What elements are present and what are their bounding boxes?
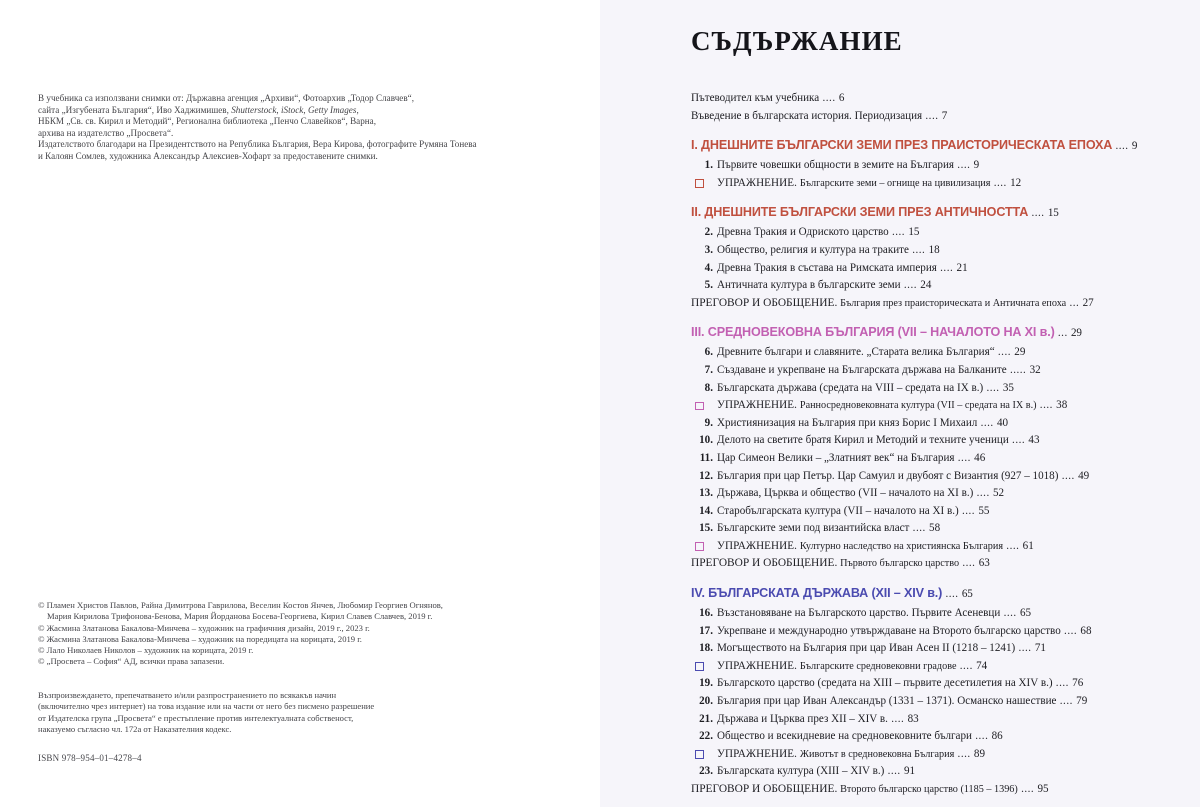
page-number: 52 <box>993 487 1005 500</box>
table-of-contents-page <box>600 0 1200 807</box>
leader-dots: .... <box>1000 607 1020 620</box>
toc-list <box>691 90 1171 799</box>
notice-line: Възпроизвеждането, препечатването и/или разпространението по всякакъв начин <box>38 690 337 700</box>
photo-credits-line: НБКМ „Св. св. Кирил и Методий“, Регионална библиотека „Пенчо Славейков“, Варна, <box>38 116 377 127</box>
toc-entry-lesson[interactable] <box>691 485 1171 503</box>
page-number: 24 <box>920 279 932 292</box>
toc-entry-title: Пътеводител към учебника <box>691 92 820 104</box>
exercise-square-icon <box>695 542 704 551</box>
leader-dots: .... <box>1008 434 1029 447</box>
toc-entry-review[interactable] <box>691 295 1171 313</box>
page-number: 89 <box>973 747 985 760</box>
toc-entry-lesson[interactable] <box>691 344 1171 362</box>
lesson-number: 8. <box>704 381 713 394</box>
leader-dots: .... <box>994 346 1015 359</box>
leader-dots: .... <box>990 176 1011 189</box>
toc-entry-lesson[interactable] <box>691 380 1171 398</box>
leader-dots: .... <box>956 659 977 672</box>
leader-dots: .... <box>983 381 1003 394</box>
toc-entry-title: Второто българско царство (1185 – 1396) <box>840 784 1018 795</box>
toc-entry-title: Културно наследство на християнска България <box>799 540 1004 552</box>
page-number: 9 <box>1131 140 1138 153</box>
copyright-line: © „Просвета – София“ АД, всички права запазени. <box>38 656 225 667</box>
toc-entry-title: България при цар Петър. Цар Самуил и двубоят с Византия (927 – 1018) <box>717 469 1059 482</box>
toc-entry-title: Цар Симеон Велики – „Златният век“ на България <box>717 451 955 464</box>
review-label: ПРЕГОВОР И ОБОБЩЕНИЕ. <box>691 557 841 570</box>
toc-entry-title: Държава, Църква и общество (VII – началото на XI в.) <box>717 487 974 500</box>
page-number: 63 <box>978 557 990 570</box>
lesson-number: 15. <box>699 522 713 535</box>
toc-section-heading[interactable] <box>691 325 1171 341</box>
page-number: 61 <box>1022 539 1034 552</box>
leader-dots: .... <box>884 765 904 778</box>
page-number: 91 <box>903 765 916 778</box>
notice-line: наказуемо съгласно чл. 172а от Наказателния кодекс. <box>38 724 232 735</box>
toc-entry-title: Българските земи – огнище на цивилизация <box>799 177 991 189</box>
photo-credits-line: В учебника са използвани снимки от: Държавна агенция „Архиви“, Фотоархив „Тодор Славчев“, <box>38 93 415 103</box>
toc-entry-lesson[interactable] <box>691 432 1171 450</box>
lesson-number: 7. <box>704 363 713 376</box>
leader-dots: .... <box>977 416 997 429</box>
toc-entry-lesson[interactable] <box>691 763 1171 781</box>
leader-dots: .... <box>1036 399 1057 412</box>
leader-dots: .... <box>936 261 957 274</box>
leader-dots: .... <box>819 92 839 104</box>
toc-entry-title: Древна Тракия в състава на Римската империя <box>717 261 937 274</box>
page-number: 76 <box>1072 677 1084 690</box>
leader-dots: .... <box>954 451 975 464</box>
toc-entry-lesson[interactable] <box>691 605 1171 623</box>
page-number: 65 <box>961 588 973 601</box>
leader-dots: .... <box>1056 695 1077 708</box>
exercise-square-icon <box>695 750 704 759</box>
toc-entry-title: Древните българи и славяните. „Старата велика България“ <box>717 346 995 359</box>
page-number: 83 <box>907 712 919 725</box>
leader-dots: .... <box>959 557 979 570</box>
toc-section-heading-text: IV. БЪЛГАРСКАТА ДЪРЖАВА (XII – XIV в.) <box>691 586 943 601</box>
page-number: 46 <box>974 451 986 464</box>
leader-dots: ... <box>1054 327 1071 340</box>
toc-entry-title: Укрепване и международно утвърждаване на Второто българско царство <box>717 624 1061 637</box>
page-number: 49 <box>1078 469 1090 482</box>
toc-entry-lesson[interactable] <box>691 260 1171 278</box>
leader-dots: ..... <box>1006 363 1030 376</box>
toc-entry-title: Първите човешки общности в земите на България <box>717 159 955 172</box>
toc-section-heading[interactable] <box>691 205 1171 221</box>
toc-entry-lesson[interactable] <box>691 675 1171 693</box>
toc-entry-lesson[interactable] <box>691 224 1171 242</box>
leader-dots: .... <box>1017 783 1038 795</box>
leader-dots: .... <box>973 487 993 500</box>
leader-dots: .... <box>900 279 921 292</box>
leader-dots: .... <box>888 226 909 239</box>
page-number: 21 <box>956 261 968 274</box>
page-number: 9 <box>973 159 980 172</box>
exercise-label: УПРАЖНЕНИЕ. <box>717 539 800 552</box>
lesson-number: 3. <box>704 243 713 256</box>
toc-entry-lesson[interactable] <box>691 728 1171 746</box>
page-number: 12 <box>1010 176 1022 189</box>
toc-entry-exercise[interactable] <box>691 397 1171 415</box>
toc-section-heading-text: III. СРЕДНОВЕКОВНА БЪЛГАРИЯ (VII – НАЧАЛОТО НА XI в.) <box>691 325 1055 340</box>
toc-entry-title: Християнизация на България при княз Борис I Михаил <box>717 416 978 429</box>
leader-dots: .... <box>922 109 942 122</box>
page-number: 29 <box>1071 327 1082 340</box>
toc-entry-title: Българската култура (XIII – XIV в.) <box>717 765 885 778</box>
toc-entry-title: Могъществото на България при цар Иван Асен II (1218 – 1241) <box>717 642 1016 655</box>
leader-dots: .... <box>958 504 979 517</box>
review-label: ПРЕГОВОР И ОБОБЩЕНИЕ. <box>691 296 841 309</box>
lesson-number: 1. <box>704 159 713 172</box>
toc-entry-lesson[interactable] <box>691 157 1171 175</box>
page-number: 55 <box>978 504 990 517</box>
reproduction-notice-block <box>38 690 538 736</box>
exercise-label: УПРАЖНЕНИЕ. <box>717 399 800 412</box>
leader-dots: .... <box>942 588 962 601</box>
page-number: 68 <box>1080 624 1092 637</box>
toc-entry-title: Древна Тракия и Одриското царство <box>717 226 889 239</box>
page-number: 15 <box>1047 207 1059 220</box>
page-number: 40 <box>996 416 1009 429</box>
lesson-number: 4. <box>704 261 713 274</box>
page-number: 86 <box>991 730 1003 743</box>
lesson-number: 20. <box>699 695 713 708</box>
copyright-line: Мария Кирилова Трифонова-Бенова, Мария Йорданова Босева-Георгиева, Кирил Славев Славчев, 2019 г. <box>47 611 433 622</box>
toc-entry-title: Възстановяване на Българското царство. Първите Асеневци <box>717 607 1001 620</box>
copyright-line: © Пламен Христов Павлов, Райна Димитрова Гаврилова, Веселин Костов Янчев, Любомир Георгиев Огнянов, <box>38 600 443 610</box>
toc-entry-title: Общество и всекидневие на средновековните българи <box>717 730 972 743</box>
toc-entry-exercise[interactable] <box>691 175 1171 193</box>
lesson-number: 5. <box>704 279 713 292</box>
toc-entry-title: Българските земи под византийска власт <box>717 522 910 535</box>
notice-line: (включително чрез интернет) на това издание или на части от него без писмено разрешение <box>38 701 375 712</box>
toc-entry-title: Българската държава (средата на VIII – средата на IX в.) <box>717 381 984 394</box>
leader-dots: .... <box>1015 642 1035 655</box>
photo-credits-block <box>38 93 508 163</box>
toc-entry-lesson[interactable] <box>691 468 1171 486</box>
copyright-line: © Жасмина Златанова Бакалова-Минчева – художник на графичния дизайн, 2019 г., 2023 г. <box>38 622 370 633</box>
lesson-number: 6. <box>704 346 713 359</box>
toc-entry-title: Античната култура в българските земи <box>717 279 901 292</box>
toc-entry-lesson[interactable] <box>691 277 1171 295</box>
copyright-line: © Лало Николаев Николов – художник на корицата, 2019 г. <box>38 645 254 656</box>
toc-entry-lesson[interactable] <box>691 623 1171 641</box>
toc-entry-review[interactable] <box>691 555 1171 573</box>
toc-entry-lesson[interactable] <box>691 242 1171 260</box>
toc-entry-title: Първото българско царство <box>840 558 960 570</box>
toc-entry-title: Българското царство (средата на XIII – първите десетилетия на XIV в.) <box>717 677 1053 690</box>
toc-entry-lesson[interactable] <box>691 520 1171 538</box>
toc-entry-lesson[interactable] <box>691 450 1171 468</box>
toc-section-heading-text: I. ДНЕШНИТЕ БЪЛГАРСКИ ЗЕМИ ПРЕЗ ПРАИСТОРИЧЕСКАТА ЕПОХА <box>691 138 1113 153</box>
lesson-number: 13. <box>699 487 713 500</box>
toc-entry-title: Въведение в българската история. Периодизация <box>691 109 923 122</box>
toc-entry-lesson[interactable] <box>691 503 1171 521</box>
leader-dots: .... <box>971 730 992 743</box>
exercise-square-icon <box>695 179 704 188</box>
page-number: 32 <box>1029 363 1041 376</box>
leader-dots: .... <box>1028 207 1048 220</box>
page-number: 71 <box>1034 642 1046 655</box>
page-number: 6 <box>838 92 845 104</box>
lesson-number: 12. <box>699 469 713 482</box>
leader-dots: .... <box>1003 539 1023 552</box>
toc-entry-front-matter[interactable] <box>691 108 1171 126</box>
lesson-number: 10. <box>699 434 713 447</box>
toc-entry-title: Старобългарската култура (VII – началото на XI в.) <box>717 504 959 517</box>
lesson-number: 21. <box>699 712 713 725</box>
toc-entry-title: България при цар Иван Александър (1331 – 1371). Османско нашествие <box>717 695 1057 708</box>
photo-credits-line: и Калоян Сомлев, художника Александър Алексиев-Хофарт за предоставените снимки. <box>38 150 378 161</box>
toc-entry-title: Делото на светите братя Кирил и Методий и техните ученици <box>717 434 1009 447</box>
toc-entry-exercise[interactable] <box>691 746 1171 764</box>
lesson-number: 11. <box>699 451 713 464</box>
page-number: 18 <box>928 243 940 256</box>
notice-line: от Издателска група „Просвета“ е престъпление против интелектуалната собственост, <box>38 712 354 723</box>
page-number: 35 <box>1002 381 1014 394</box>
lesson-number: 2. <box>704 226 713 239</box>
page-number: 43 <box>1028 434 1040 447</box>
leader-dots: .... <box>908 243 929 256</box>
lesson-number: 18. <box>699 642 713 655</box>
page-number: 79 <box>1076 695 1088 708</box>
lesson-number: 23. <box>699 765 713 778</box>
page-number: 38 <box>1056 399 1068 412</box>
lesson-number: 22. <box>699 730 713 743</box>
toc-entry-title: Ранносредновековната култура (VII – средата на IX в.) <box>799 400 1037 412</box>
toc-entry-title: Създаване и укрепване на Българската държава на Балканите <box>717 363 1007 376</box>
lesson-number: 17. <box>699 624 713 637</box>
page-number: 15 <box>908 226 920 239</box>
page-number: 29 <box>1014 346 1026 359</box>
copyright-block <box>38 600 538 668</box>
toc-entry-lesson[interactable] <box>691 415 1171 433</box>
exercise-label: УПРАЖНЕНИЕ. <box>717 659 800 672</box>
leader-dots: .... <box>1112 140 1132 153</box>
page-number: 74 <box>976 659 988 672</box>
page-number: 65 <box>1019 607 1032 620</box>
page-number: 7 <box>941 109 948 122</box>
toc-entry-title: Държава и Църква през XII – XIV в. <box>717 712 888 725</box>
leader-dots: .... <box>887 712 908 725</box>
leader-dots: ... <box>1066 296 1083 309</box>
toc-entry-lesson[interactable] <box>691 693 1171 711</box>
toc-entry-lesson[interactable] <box>691 711 1171 729</box>
page-number: 95 <box>1037 783 1049 795</box>
toc-entry-front-matter[interactable] <box>691 90 1171 108</box>
leader-dots: .... <box>1052 677 1073 690</box>
isbn-text: ISBN 978–954–01–4278–4 <box>38 753 142 763</box>
toc-section-heading-text: II. ДНЕШНИТЕ БЪЛГАРСКИ ЗЕМИ ПРЕЗ АНТИЧНОСТТА <box>691 205 1029 220</box>
photo-credits-line: Издателството благодари на Президентството на Република България, Вера Кирова, фотографите Румяна Тонева <box>38 139 477 150</box>
exercise-label: УПРАЖНЕНИЕ. <box>717 176 800 189</box>
leader-dots: .... <box>1058 469 1079 482</box>
leader-dots: .... <box>909 522 930 535</box>
page-title: СЪДЪРЖАНИЕ <box>691 26 903 56</box>
photo-credits-line: сайта „Изгубената България“, Иво Хаджимишев, Shutterstock, iStock, Getty Images, <box>38 104 359 115</box>
toc-entry-title: Общество, религия и култура на траките <box>717 243 909 256</box>
page-number: 27 <box>1082 296 1094 309</box>
toc-section-heading[interactable] <box>691 586 1171 602</box>
toc-entry-review[interactable] <box>691 781 1171 799</box>
toc-entry-exercise[interactable] <box>691 538 1171 556</box>
copyright-line: © Жасмина Златанова Бакалова-Минчева – художник на поредицата на корицата, 2019 г. <box>38 633 362 644</box>
leader-dots: .... <box>1060 624 1081 637</box>
leader-dots: .... <box>954 747 974 760</box>
page-number: 58 <box>929 522 941 535</box>
toc-entry-title: Българските средновековни градове <box>799 660 957 672</box>
toc-entry-title: България през праисторическата и Античната епоха <box>840 297 1067 309</box>
toc-entry-exercise[interactable] <box>691 658 1171 676</box>
toc-entry-title: Животът в средновековна България <box>799 748 955 760</box>
exercise-square-icon <box>695 402 704 411</box>
photo-credits-line: архива на издателство „Просвета“. <box>38 127 174 138</box>
lesson-number: 19. <box>699 677 713 690</box>
toc-entry-lesson[interactable] <box>691 362 1171 380</box>
toc-section-heading[interactable] <box>691 138 1171 154</box>
leader-dots: .... <box>954 159 974 172</box>
exercise-label: УПРАЖНЕНИЕ. <box>717 747 800 760</box>
lesson-number: 16. <box>699 607 713 620</box>
lesson-number: 14. <box>699 504 713 517</box>
review-label: ПРЕГОВОР И ОБОБЩЕНИЕ. <box>691 783 841 795</box>
lesson-number: 9. <box>704 416 713 429</box>
toc-entry-lesson[interactable] <box>691 640 1171 658</box>
exercise-square-icon <box>695 662 704 671</box>
